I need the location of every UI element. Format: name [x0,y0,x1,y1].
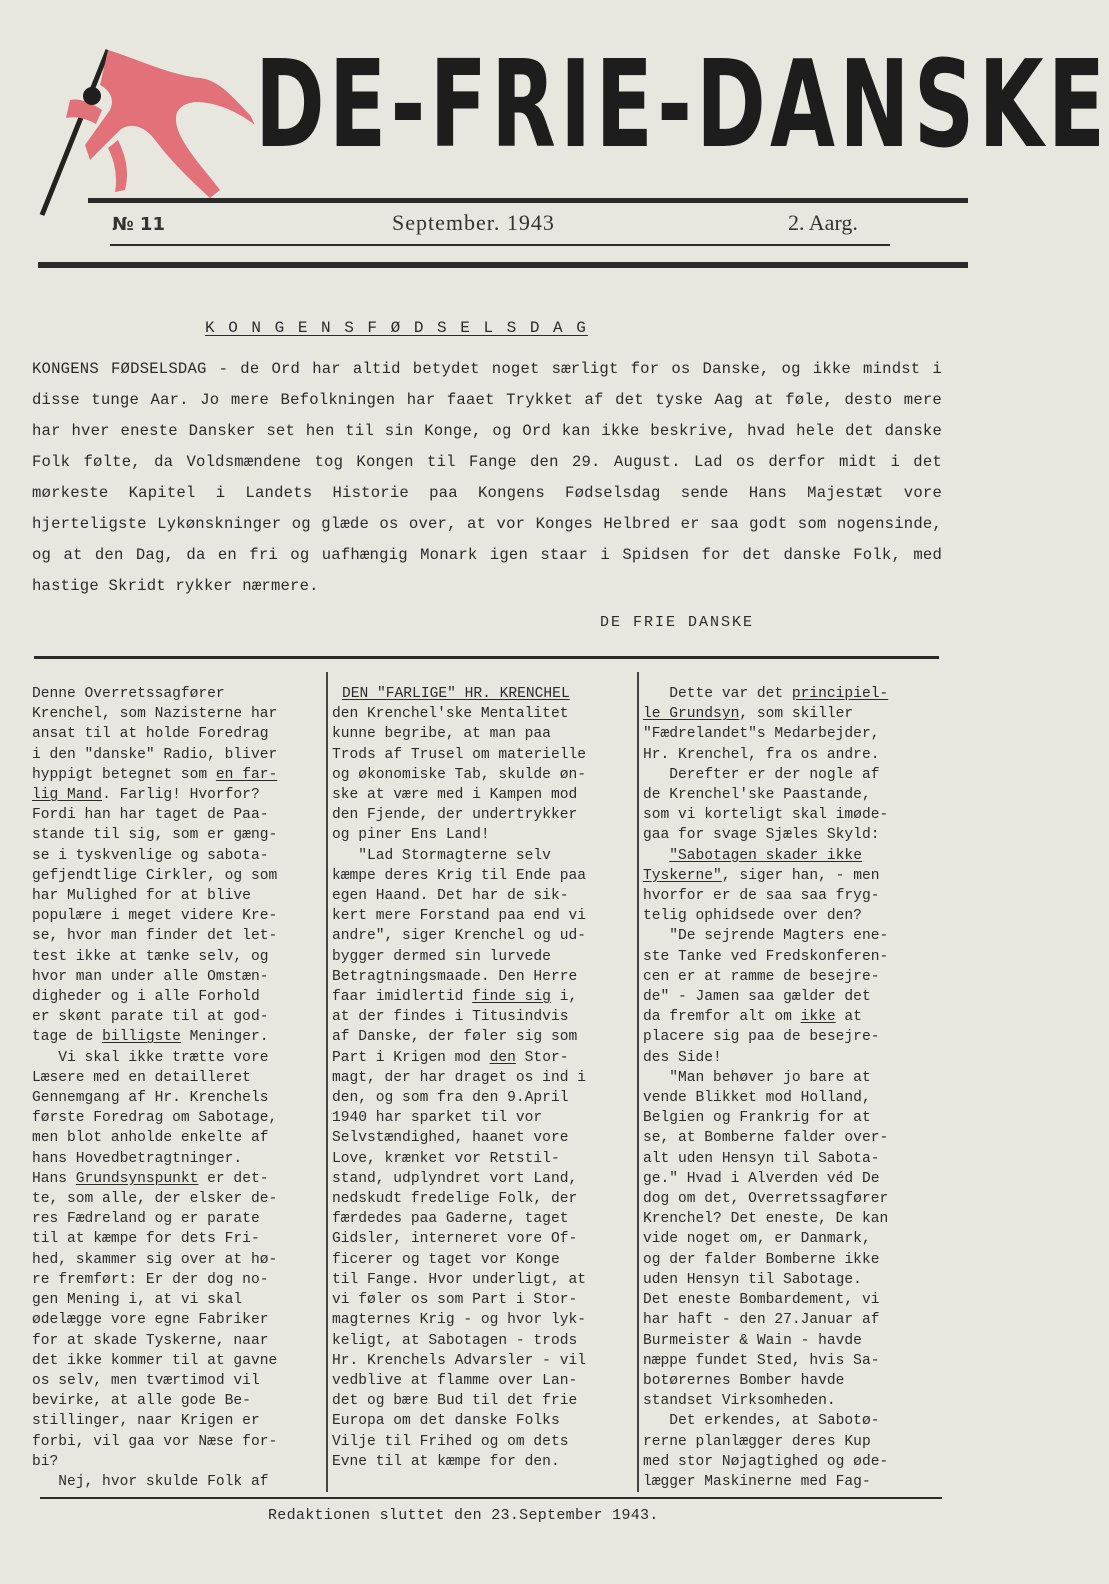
masthead-rule-bottom [38,262,968,268]
article-signature: DE FRIE DANSKE [600,614,755,631]
issue-date: September. 1943 [392,210,555,235]
article-title: K O N G E N S F Ø D S E L S D A G [205,319,588,337]
col3-text-a: Dette var det [643,686,792,702]
col1-text-d: er det- te, som alle, der elsker de- res Fædreland og er parate til at kæmpe for dets Fri- hed, skammer sig over at hø- re fremført: Er der dog no- gen Mening i, at vi skal ødelægge vore egne Fabriker for at skade Tyskerne, naar det ikke kommer til at gavne os selv, men tværtimod vil bevirke, at alle gode Be- stillinger, naar Krigen er forbi, vil gaa vor Næse for- bi? Nej, hvor skulde Folk af [32,1170,278,1490]
col3-text-d: at placere sig paa de besejre- des Side! "Man behøver jo bare at vende Blikket mod Holland, Belgien og Frankrig for at se, at Bomberne falder over- alt uden Hensyn til Sabota- ge." Hvad i Alverden véd De dog om det, Overretssagfører Krenchel? Det eneste, De kan vide noget om, er Danmark, og der falder Bomberne ikke uden Hensyn til Sabotage. Det eneste Bombardement, vi har haft - den 27.Januar af Burmeister & Wain - havde næppe fundet Sted, hvis Sa- botørernes Bomber havde standset Virksomheden. Det erkendes, at Sabotø- rerne planlægger deres Kup med stor Nøjagtighed og øde- lægger Maskinerne med Fag- [643,1009,889,1490]
col3-underline-2: "Sabotagen skader ikke Tyskerne" [643,847,862,884]
editorial-closing-note: Redaktionen sluttet den 23.September 1943. [268,1507,659,1524]
column-divider-1 [326,672,328,1492]
issue-number: № 11 [112,214,165,235]
col2-text-a: den Krenchel'ske Mentalitet kunne begribe, at man paa Trods af Trusel om materielle og økonomiske Tab, skulde øn- ske at være med i Kampen mod den Fjende, der undertrykker og piner Ens Land! "Lad Stormagterne selv kæmpe deres Krig til Ende paa egen Haand. Det har de sik- kert mere Forstand paa end vi andre", siger Krenchel og ud- bygger dermed sin lurvede Betragtningsmaade. Den Herre faar imidlertid [332,706,586,1006]
col3-underline-3: ikke [800,1009,836,1026]
col2-underline-2: den [489,1049,516,1066]
danish-flag-icon [30,40,270,220]
col1-underline-3: Grundsynspunkt [75,1170,199,1187]
column-1 [32,684,322,1492]
column-divider-2 [637,672,639,1492]
masthead-rule-mid [110,244,890,246]
col3-text-c: , siger han, - men hvorfor er de saa saa fryg- telig ophidsede over den? "De sejrende Magters ene- ste Tanke ved Fredskonferen- cen er at ramme de besejre- de" - Jamen saa gælder det da fremfor alt om [643,867,889,1026]
col2-text-c: Stor- magt, der har draget os ind i den, og som fra den 9.April 1940 har sparket til vor Selvstændighed, haanet vore Love, krænket vor Retstil- stand, udplyndret vort Land, nedskudt fredelige Folk, der færdedes paa Gaderne, taget Gidsler, interneret vore Of- ficerer og taget vor Konge til Fange. Hvor underligt, at vi føler os som Part i Stor- magternes Krig - og hvor lyk- keligt, at Sabotagen - trods Hr. Krenchels Advarsler - vil vedblive at flamme over Lan- det og bære Bud til det frie Europa om det danske Folks Vilje til Frihed og om dets Evne til at kæmpe for den. [332,1049,586,1470]
column-2 [332,684,632,1472]
article-body: KONGENS FØDSELSDAG - de Ord har altid betydet noget særligt for os Danske, og ikke mindst i disse tunge Aar. Jo mere Befolkningen har faaet Trykket af det tyske Aag at føle, desto mere har hver eneste Dansker set hen til sin Konge, og Ord kan ikke beskrive, hvad hele det danske Folk følte, da Voldsmændene tog Kongen til Fange den 29. August. Lad os derfor midt i det mørkeste Kapitel i Landets Historie paa Kongens Fødselsdag sende Hans Majestæt vore hjerteligste Lykønskninger og glæde os over, at vor Konges Helbred er saa godt som nogensinde, og at den Dag, da en fri og uafhængig Monark igen staar i Spidsen for det danske Folk, med hastige Skridt rykker nærmere. [32,360,942,595]
col1-text-b: . Farlig! Hvorfor? Fordi han har taget de Paa- stande til sig, som er gæng- se i tyskvenlige og sabota- gefjendtlige Cirkler, og som har Mulighed for at blive populære i meget videre Kre- se, hvor man finder det let- test ikke at tænke selv, og hvor man under alle Omstæn- digheder og i alle Forhold er skønt parate til at god- tage de [32,787,278,1046]
col1-underline-1: en far- lig Mand [32,766,278,804]
footer-rule [40,1497,942,1499]
col1-text-a: Denne Overretssagfører Krenchel, som Nazisterne har ansat til at holde Foredrag i den "danske" Radio, bliver hyppigt betegnet som [32,686,278,783]
masthead-rule-top [88,198,968,203]
col3-underline-1: principiel- le Grundsyn [643,686,889,723]
section-divider [34,656,939,659]
col1-underline-2: billigste [102,1029,181,1046]
col1-text-c: Meninger. Vi skal ikke trætte vore Læsere med en detailleret Gennemgang af Hr. Krenchels første Foredrag om Sabotage, men blot anholde enkelte af hans Hovedbetragtninger. Hans [32,1029,278,1187]
col3-text-b: , som skiller "Fædrelandet"s Medarbejder, Hr. Krenchel, fra os andre. Derefter er der nogle af de Krenchel'ske Paastande, som vi korteligt skal imøde- gaa for svage Sjæles Skyld: [643,706,889,844]
column-2-heading: DEN "FARLIGE" HR. KRENCHEL [342,686,570,702]
col2-text-b: i, at der findes i Titusindvis af Danske, der føler sig som Part i Krigen mod [332,989,578,1066]
col2-underline-1: finde sig [472,989,551,1006]
column-3 [643,684,943,1492]
issue-volume: 2. Aarg. [788,210,858,235]
masthead-title: DE-FRIE-DANSKE [255,36,1109,175]
